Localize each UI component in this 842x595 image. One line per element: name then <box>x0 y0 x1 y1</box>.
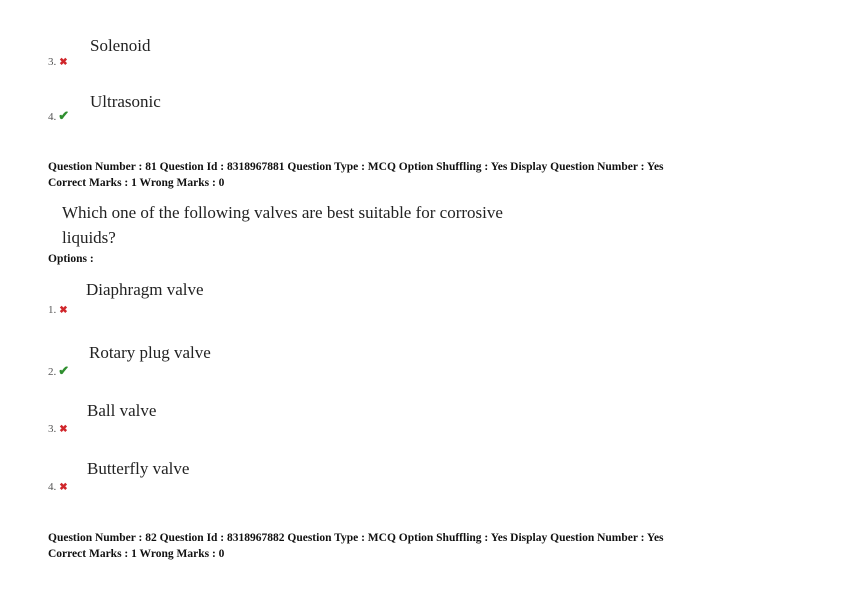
cross-icon: ✖ <box>59 57 68 68</box>
marks-line: Correct Marks : 1 Wrong Marks : 0 <box>48 548 225 560</box>
option-number-row <box>48 300 68 318</box>
options-label: Options : <box>48 253 94 265</box>
cross-icon: ✖ <box>59 305 68 316</box>
question-meta <box>48 530 664 562</box>
check-icon: ✔ <box>58 108 70 123</box>
cross-icon: ✖ <box>59 424 68 435</box>
option-text: Ultrasonic <box>90 92 161 111</box>
option-number: 4. <box>48 481 57 493</box>
question-meta-line: Question Number : 82 Question Id : 8318967882 Question Type : MCQ Option Shuffling : Yes Display Question Number : Yes <box>48 532 664 544</box>
check-icon: ✔ <box>58 363 70 378</box>
cross-icon: ✖ <box>59 482 68 493</box>
option-text: Butterfly valve <box>87 459 190 478</box>
option-number-row <box>48 419 68 437</box>
question-line: liquids? <box>62 228 116 247</box>
question-line: Which one of the following valves are best suitable for corrosive <box>62 203 503 222</box>
question-meta <box>48 159 664 191</box>
option-number: 3. <box>48 423 57 435</box>
option-number-row <box>48 477 68 495</box>
option-text: Rotary plug valve <box>89 343 211 362</box>
option-number-row <box>48 107 69 125</box>
option-number-row <box>48 362 69 380</box>
option-number: 2. <box>48 366 57 378</box>
option-number: 3. <box>48 56 57 68</box>
option-text: Ball valve <box>87 401 157 420</box>
option-number: 4. <box>48 111 57 123</box>
option-text: Solenoid <box>90 36 151 55</box>
marks-line: Correct Marks : 1 Wrong Marks : 0 <box>48 177 225 189</box>
option-number: 1. <box>48 304 57 316</box>
question-meta-line: Question Number : 81 Question Id : 8318967881 Question Type : MCQ Option Shuffling : Yes Display Question Number : Yes <box>48 161 664 173</box>
option-number-row <box>48 52 68 70</box>
option-text: Diaphragm valve <box>86 280 204 299</box>
question-text <box>62 200 582 250</box>
